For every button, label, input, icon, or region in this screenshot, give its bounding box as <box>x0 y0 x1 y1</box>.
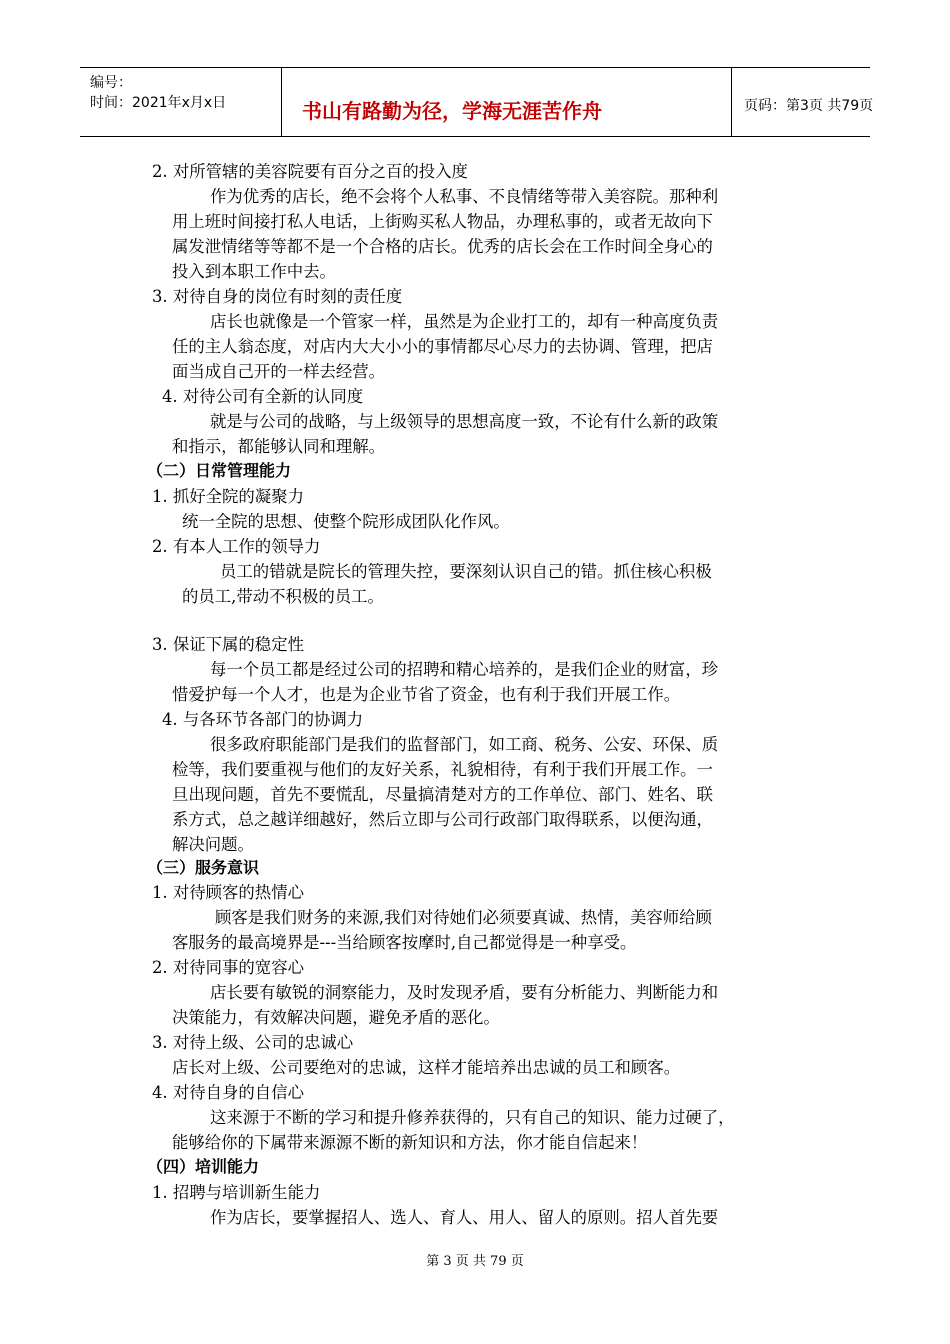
paragraph-line: 就是与公司的战略，与上级领导的思想高度一致，不论有什么新的政策 <box>210 412 719 431</box>
paragraph-line: 惜爱护每一个人才，也是为企业节省了资金，也有利于我们开展工作。 <box>172 685 681 704</box>
list-item-heading: 2. 对所管辖的美容院要有百分之百的投入度 <box>152 162 468 181</box>
list-item-heading: 1. 对待顾客的热情心 <box>152 883 304 902</box>
paragraph-line: 店长对上级、公司要绝对的忠诚，这样才能培养出忠诚的员工和顾客。 <box>172 1058 681 1077</box>
header-motto: 书山有路勤为径，学海无涯苦作舟 <box>302 99 602 123</box>
paragraph-line: 投入到本职工作中去。 <box>172 262 336 281</box>
list-item-heading: 4. 对待自身的自信心 <box>152 1083 304 1102</box>
paragraph-line: 任的主人翁态度，对店内大大小小的事情都尽心尽力的去协调、管理，把店 <box>172 337 713 356</box>
paragraph-line: 旦出现问题，首先不要慌乱，尽量搞清楚对方的工作单位、部门、姓名、联 <box>172 785 713 804</box>
paragraph-line: 和指示，都能够认同和理解。 <box>172 437 386 456</box>
paragraph-line: 系方式，总之越详细越好，然后立即与公司行政部门取得联系，以便沟通， <box>172 810 713 829</box>
paragraph-line: 这来源于不断的学习和提升修养获得的，只有自己的知识、能力过硬了， <box>210 1108 735 1127</box>
paragraph-line: 员工的错就是院长的管理失控，要深刻认识自己的错。抓住核心积极 <box>220 562 712 581</box>
list-item-heading: 1. 招聘与培训新生能力 <box>152 1183 321 1202</box>
document-date-label: 时间：2021年x月x日 <box>90 95 227 111</box>
list-item-heading: 3. 对待上级、公司的忠诚心 <box>152 1033 354 1052</box>
paragraph-line: 统一全院的思想、使整个院形成团队化作风。 <box>182 512 510 531</box>
page-header <box>80 67 874 137</box>
list-item-heading: 1. 抓好全院的凝聚力 <box>152 487 304 506</box>
paragraph-line: 每一个员工都是经过公司的招聘和精心培养的，是我们企业的财富，珍 <box>210 660 719 679</box>
paragraph-line: 检等，我们要重视与他们的友好关系，礼貌相待，有利于我们开展工作。一 <box>172 760 713 779</box>
list-item-heading: 3. 对待自身的岗位有时刻的责任度 <box>152 287 403 306</box>
paragraph-line: 能够给你的下属带来源源不断的新知识和方法，你才能自信起来！ <box>172 1133 648 1152</box>
paragraph-line: 顾客是我们财务的来源,我们对待她们必须要真诚、热情，美容师给顾 <box>215 908 712 927</box>
list-item-heading: 4. 与各环节各部门的协调力 <box>162 710 364 729</box>
paragraph-line: 面当成自己开的一样去经营。 <box>172 362 386 381</box>
paragraph-line: 属发泄情绪等等都不是一个合格的店长。优秀的店长会在工作时间全身心的 <box>172 237 713 256</box>
section-heading: （四）培训能力 <box>147 1157 260 1176</box>
header-page-cell <box>732 68 874 136</box>
list-item-heading: 4. 对待公司有全新的认同度 <box>162 387 364 406</box>
paragraph-line: 店长也就像是一个管家一样，虽然是为企业打工的，却有一种高度负责 <box>210 312 719 331</box>
paragraph-line: 决策能力，有效解决问题，避免矛盾的恶化。 <box>172 1008 500 1027</box>
list-item-heading: 2. 有本人工作的领导力 <box>152 537 321 556</box>
paragraph-line: 作为店长，要掌握招人、选人、育人、用人、留人的原则。招人首先要 <box>210 1208 719 1227</box>
header-motto-cell <box>282 68 732 136</box>
paragraph-line: 客服务的最高境界是---当给顾客按摩时,自己都觉得是一种享受。 <box>172 933 637 952</box>
paragraph-line: 解决问题。 <box>172 835 254 854</box>
paragraph-line: 作为优秀的店长，绝不会将个人私事、不良情绪等带入美容院。那种利 <box>210 187 719 206</box>
header-meta-cell <box>80 68 282 136</box>
list-item-heading: 3. 保证下属的稳定性 <box>152 635 304 654</box>
paragraph-line: 用上班时间接打私人电话，上街购买私人物品，办理私事的，或者无故向下 <box>172 212 713 231</box>
header-page-info: 页码：第3页 共79页 <box>744 98 874 114</box>
page-footer: 第 3 页 共 79 页 <box>426 1254 524 1269</box>
section-heading: （二）日常管理能力 <box>147 461 292 480</box>
section-heading: （三）服务意识 <box>147 858 260 877</box>
document-number-label: 编号： <box>90 75 132 91</box>
paragraph-line: 的员工,带动不积极的员工。 <box>182 587 384 606</box>
paragraph-line: 店长要有敏锐的洞察能力，及时发现矛盾，要有分析能力、判断能力和 <box>210 983 719 1002</box>
paragraph-line: 很多政府职能部门是我们的监督部门，如工商、税务、公安、环保、质 <box>210 735 719 754</box>
list-item-heading: 2. 对待同事的宽容心 <box>152 958 304 977</box>
